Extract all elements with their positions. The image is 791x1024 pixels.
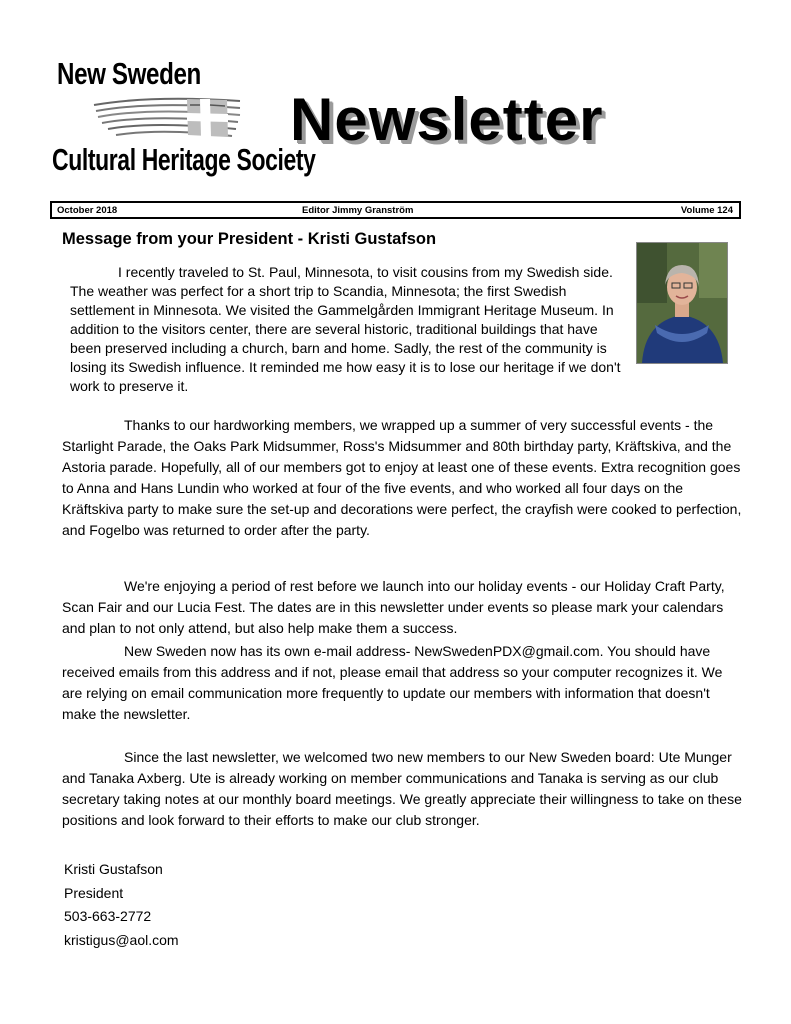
signature-title: President xyxy=(64,884,124,901)
signature-phone: 503-663-2772 xyxy=(64,908,152,924)
issue-volume: Volume 124 xyxy=(680,204,733,216)
message-paragraph-1: I recently traveled to St. Paul, Minnesota, to visit cousins from my Swedish side. The weather was perfect for a short trip to Scandia, Minnesota; the first Swedish settlement in Minnesota. We visited the Gammelgården Immigrant Heritage Museum. In addition to the visitors center, there are several historic, traditional buildings that have been preserved including a church, barn and home. Sadly, the rest of the community is losing its Swedish influence. It reminded me how easy it is to lose our heritage if we don't work to preserve it. xyxy=(70,264,621,394)
message-paragraph-4: New Sweden now has its own e-mail address- NewSwedenPDX@gmail.com. You should have received emails from this address and if not, please email that address so your computer recognizes it. We are relying on email communication more frequently to update our members with information that doesn't make the newsletter. xyxy=(62,643,723,722)
flag-stripes-icon xyxy=(92,95,242,143)
issue-date: October 2018 xyxy=(57,204,118,216)
signature-name: Kristi Gustafson xyxy=(64,861,163,877)
portrait-image xyxy=(637,243,727,363)
signature-block xyxy=(64,858,179,952)
society-logo xyxy=(52,50,316,196)
signature-email[interactable]: kristigus@aol.com xyxy=(64,931,179,948)
logo-text-cultural-heritage: Cultural Heritage Society xyxy=(52,142,316,177)
issue-info-bar xyxy=(50,201,741,219)
message-paragraph-3: We're enjoying a period of rest before we launch into our holiday events - our Holiday Craft Party, Scan Fair and our Lucia Fest. The dates are in this newsletter under events so please mark your calendars and plan to not only attend, but also help make them a success. xyxy=(62,578,725,636)
newsletter-title: Newsletter xyxy=(290,86,604,153)
president-photo xyxy=(636,242,728,364)
message-heading: Message from your President - Kristi Gustafson xyxy=(62,230,437,248)
logo-text-new-sweden: New Sweden xyxy=(57,56,201,91)
editor-credit: Editor Jimmy Granström xyxy=(302,204,414,216)
message-paragraph-5: Since the last newsletter, we welcomed two new members to our New Sweden board: Ute Munger and Tanaka Axberg. Ute is already working on member communications and Tanaka is serving as our club secretary taking notes at our monthly board meetings. We greatly appreciate their willingness to take on these positions and look forward to their efforts to make our club stronger. xyxy=(62,749,742,828)
message-paragraph-2: Thanks to our hardworking members, we wrapped up a summer of very successful events - the Starlight Parade, the Oaks Park Midsummer, Ross's Midsummer and 80th birthday party, Kräftskiva, and the Astoria parade. Hopefully, all of our members got to enjoy at least one of these events. Extra recognition goes to Anna and Hans Lundin who worked at four of the five events, and who worked all four days on the Kräftskiva party to make sure the set-up and decorations were perfect, the crayfish were cooked to perfection, and Fogelbo was returned to order after the party. xyxy=(62,417,742,538)
